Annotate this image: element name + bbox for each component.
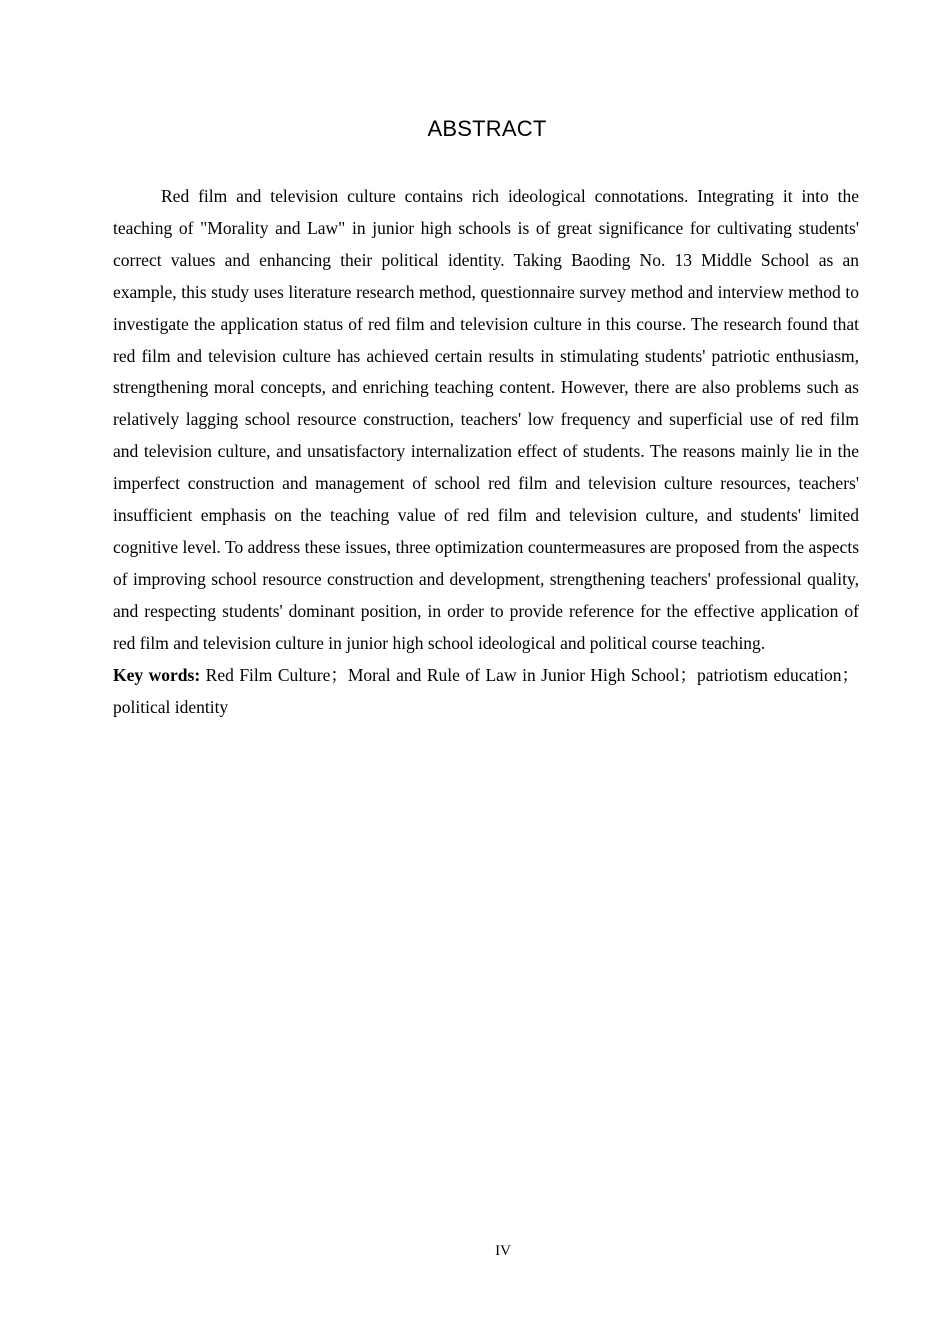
keywords-line <box>113 660 859 724</box>
abstract-body <box>113 181 859 723</box>
abstract-heading: ABSTRACT <box>427 116 547 141</box>
page-number: IV <box>495 1243 511 1259</box>
keywords-label: Key words: <box>113 664 201 685</box>
keywords-text: Red Film Culture；Moral and Rule of Law in Junior High School；patriotism education；political identity <box>113 664 860 717</box>
abstract-paragraph: Red film and television culture contains rich ideological connotations. Integrating it into the teaching of "Morality and Law" in junior high schools is of great significance for cultivating students' correct values and enhancing their political identity. Taking Baoding No. 13 Middle School as an example, this study uses literature research method, questionnaire survey method and interview method to investigate the application status of red film and television culture in this course. The research found that red film and television culture has achieved certain results in stimulating students' patriotic enthusiasm, strengthening moral concepts, and enriching teaching content. However, there are also problems such as relatively lagging school resource construction, teachers' low frequency and superficial use of red film and television culture, and unsatisfactory internalization effect of students. The reasons mainly lie in the imperfect construction and management of school red film and television culture resources, teachers' insufficient emphasis on the teaching value of red film and television culture, and students' limited cognitive level. To address these issues, three optimization countermeasures are proposed from the aspects of improving school resource construction and development, strengthening teachers' professional quality, and respecting students' dominant position, in order to provide reference for the effective application of red film and television culture in junior high school ideological and political course teaching. <box>113 186 859 653</box>
